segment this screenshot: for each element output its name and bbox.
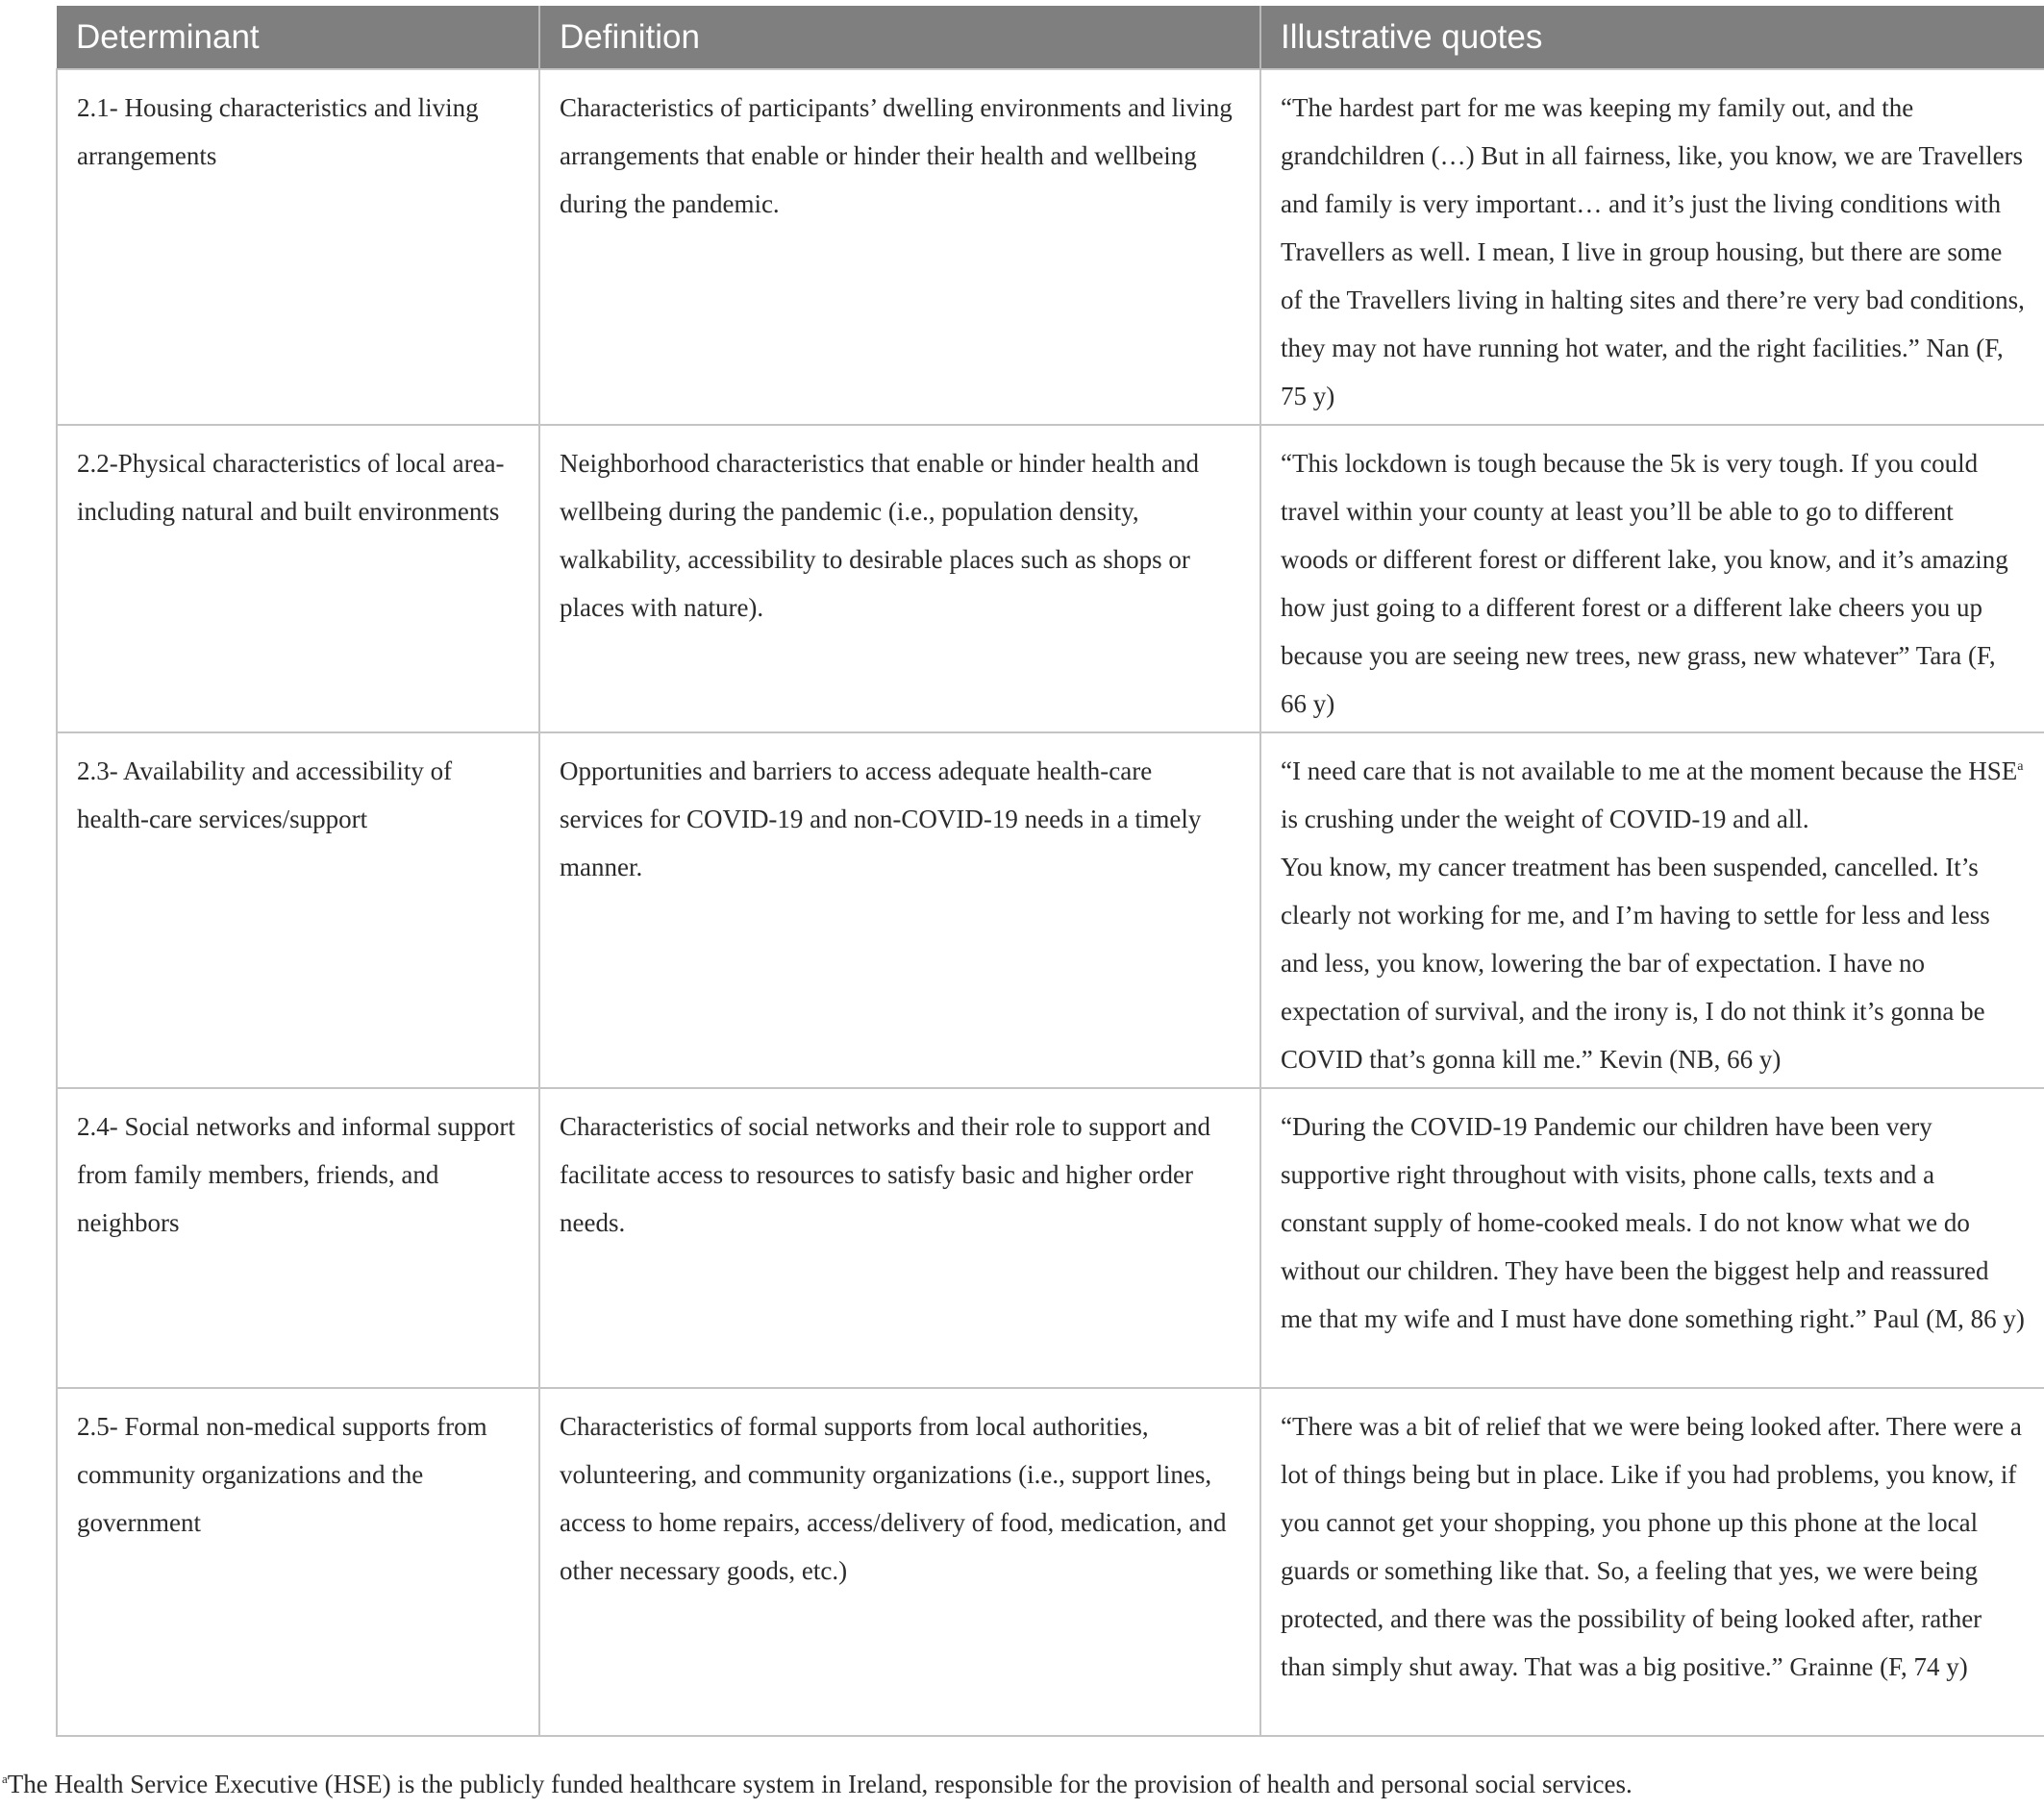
footnote-marker: a bbox=[2, 1772, 8, 1786]
quote-cell: “This lockdown is tough because the 5k is very tough. If you could travel within your county at least you’ll be able to go to different woods or different forest or different lake, you know, and it’s amazing how just going to a different forest or a different lake cheers you up because you are seeing new trees, new grass, new whatever” Tara (F, 66 y) bbox=[1260, 425, 2044, 732]
determinant-cell: 2.4- Social networks and informal support from family members, friends, and neighbors bbox=[57, 1088, 539, 1388]
quote-cell: “The hardest part for me was keeping my family out, and the grandchildren (…) But in all fairness, like, you know, we are Travellers and family is very important… and it’s just the living conditions with Travellers as well. I mean, I live in group housing, but there are some of the Travellers living in halting sites and there’re very bad conditions, they may not have running hot water, and the right facilities.” Nan (F, 75 y) bbox=[1260, 69, 2044, 425]
definition-cell: Characteristics of formal supports from local authorities, volunteering, and community organizations (i.e., support lines, access to home repairs, access/delivery of food, medication, and other necessary goods, etc.) bbox=[539, 1388, 1260, 1736]
table-row bbox=[57, 1088, 2044, 1388]
quote-text: is crushing under the weight of COVID-19 and all. bbox=[1281, 805, 1809, 833]
header-determinant: Determinant bbox=[57, 6, 539, 69]
determinants-table bbox=[56, 6, 2044, 1737]
header-illustrative-quotes: Illustrative quotes bbox=[1260, 6, 2044, 69]
determinant-cell: 2.3- Availability and accessibility of health-care services/support bbox=[57, 732, 539, 1088]
definition-cell: Characteristics of social networks and their role to support and facilitate access to resources to satisfy basic and higher order needs. bbox=[539, 1088, 1260, 1388]
footnote-text: The Health Service Executive (HSE) is the publicly funded healthcare system in Ireland, responsible for the provision of health and personal social services. bbox=[7, 1770, 1633, 1798]
footnote-marker: a bbox=[2017, 759, 2024, 774]
determinant-cell: 2.1- Housing characteristics and living arrangements bbox=[57, 69, 539, 425]
definition-cell: Neighborhood characteristics that enable or hinder health and wellbeing during the pandemic (i.e., population density, walkability, accessibility to desirable places such as shops or places with nature). bbox=[539, 425, 1260, 732]
definition-cell: Characteristics of participants’ dwelling environments and living arrangements that enable or hinder their health and wellbeing during the pandemic. bbox=[539, 69, 1260, 425]
table-row bbox=[57, 732, 2044, 1088]
quote-cell: “There was a bit of relief that we were being looked after. There were a lot of things being but in place. Like if you had problems, you know, if you cannot get your shopping, you phone up this phone at the local guards or something like that. So, a feeling that yes, we were being protected, and there was the possibility of being looked after, rather than simply shut away. That was a big positive.” Grainne (F, 74 y) bbox=[1260, 1388, 2044, 1736]
determinants-table-container bbox=[56, 6, 2044, 1737]
table-header bbox=[57, 6, 2044, 69]
determinant-cell: 2.2-Physical characteristics of local area- including natural and built environments bbox=[57, 425, 539, 732]
quote-cell bbox=[1260, 732, 2044, 1088]
table-body bbox=[57, 69, 2044, 1736]
header-definition: Definition bbox=[539, 6, 1260, 69]
table-row bbox=[57, 1388, 2044, 1736]
quote-cell: “During the COVID-19 Pandemic our children have been very supportive right throughout with visits, phone calls, texts and a constant supply of home-cooked meals. I do not know what we do without our children. They have been the biggest help and reassured me that my wife and I must have done something right.” Paul (M, 86 y) bbox=[1260, 1088, 2044, 1388]
quote-text: You know, my cancer treatment has been suspended, cancelled. It’s clearly not working for me, and I’m having to settle for less and less and less, you know, lowering the bar of expectation. I have no expectation of survival, and the irony is, I do not think it’s gonna be COVID that’s gonna kill me.” Kevin (NB, 66 y) bbox=[1281, 853, 1990, 1074]
table-row bbox=[57, 69, 2044, 425]
header-row bbox=[57, 6, 2044, 69]
table-footnote bbox=[2, 1767, 1633, 1801]
table-row bbox=[57, 425, 2044, 732]
determinant-cell: 2.5- Formal non-medical supports from community organizations and the government bbox=[57, 1388, 539, 1736]
quote-text: “I need care that is not available to me at the moment because the HSE bbox=[1281, 756, 2018, 785]
definition-cell: Opportunities and barriers to access adequate health-care services for COVID-19 and non-COVID-19 needs in a timely manner. bbox=[539, 732, 1260, 1088]
